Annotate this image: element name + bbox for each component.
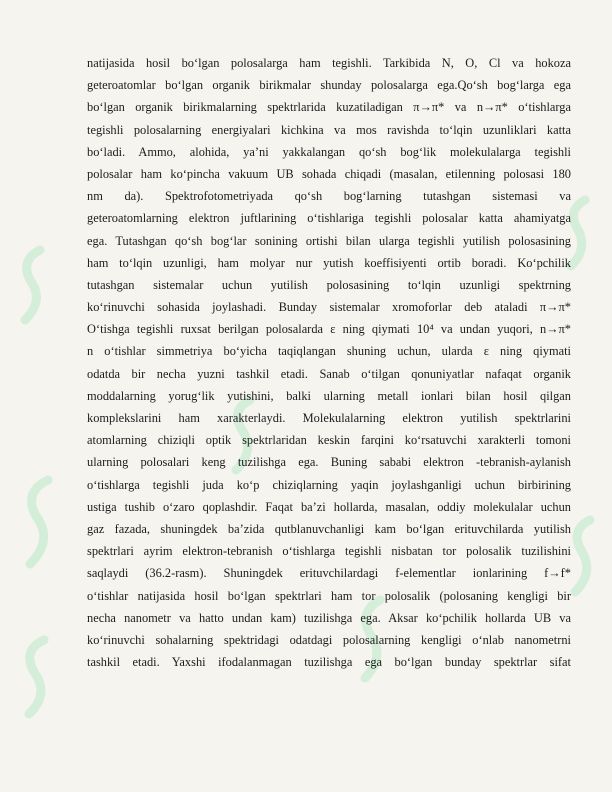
watermark-s-left-1 (25, 250, 40, 320)
text-line: ega. Tutashgan qo‘sh bog‘lar sonining ortishi bilan ularga tegishli yutilish polosasining (87, 233, 571, 248)
text-line: gaz fazada, shuningdek ba’zida qutblanuvchanligi kam bo‘lgan erituvchilarda yutilish (87, 521, 571, 536)
text-line: O‘tishga tegishli ruxsat berilgan polosalarda ε ning qiymati 10⁴ va undan yuqori, n→π* (87, 322, 571, 337)
text-line: natijasida hosil bo‘lgan polosalarga ham tegishli. Tarkibida N, O, Cl va hokoza (87, 56, 571, 70)
watermark-s-right-1 (571, 200, 585, 266)
text-line: o‘tishlar natijasida hosil bo‘lgan spektrlari ham tor polosalik (polosaning kengligi bir (87, 588, 571, 603)
text-line: komplekslarini ham xarakterlaydi. Molekulalarning elektron yutilish spektrlarini (87, 411, 571, 425)
text-line: saqlaydi (36.2-rasm). Shuningdek erituvchilardagi f-elementlar ionlarining f→f* (87, 566, 571, 581)
text-line: bo‘lgan organik birikmalarning spektrlarida kuzatiladigan π→π* va n→π* o‘tishlarga (87, 100, 571, 115)
text-line: geteroatomlarning elektron juftlarining o‘tishlariga tegishli polosalar katta ahamiyatga (87, 211, 571, 226)
text-line: tegishli polosalarning energiyalari kichkina va mos ravishda to‘lqin uzunliklari katta (87, 122, 571, 137)
text-line: atomlarning chiziqli optik spektrlaridan keskin farqini ko‘rsatuvchi xarakterli tomoni (87, 433, 571, 448)
text-line: necha nanometr va hatto undan kam) tuzilishga ega. Aksar ko‘pchilik hollarda UB va (87, 610, 571, 625)
watermark-s-left-2 (30, 480, 48, 564)
text-line: o‘tishlarga tegishli juda ko‘p chiziqlarning yaqin joylashganligi uchun birbirining (87, 477, 571, 492)
text-line: ham to‘lqin uzunligi, ham molyar nur yutish koeffisiyenti ortib boradi. Ko‘pchilik (87, 255, 571, 270)
document-body (87, 52, 571, 673)
watermark-s-right-2 (575, 520, 590, 592)
text-line: ularning polosalari keng tuzilishga ega. Buning sababi elektron -tebranish-aylanish (87, 455, 571, 470)
text-line: ustiga tushib o‘zaro qoplashdir. Faqat ba’zi hollarda, masalan, oddiy molekulalar uchun (87, 499, 571, 514)
text-line: ko‘rinuvchi sohasida joylashadi. Bunday sistemalar xromoforlar deb ataladi π→π* (87, 300, 571, 315)
text-line: n o‘tishlar simmetriya bo‘yicha taqiqlangan shuning uchun, ularda ε ning qiymati (87, 344, 571, 359)
watermark-s-left-3 (29, 640, 44, 714)
text-line: moddalarning yorug‘lik yutishini, balki ularning metall ionlari bilan hosil qilgan (87, 388, 571, 403)
text-line: nm da). Spektrofotometriyada qo‘sh bog‘larning tutashgan sistemasi va (87, 189, 571, 204)
text-line: polosalar ham ko‘pincha vakuum UB sohada chiqadi (masalan, etilenning polosasi 180 (87, 166, 571, 181)
text-line: odatda bir necha yuzni tashkil etadi. Sanab o‘tilgan qonuniyatlar nafaqat organik (87, 366, 571, 381)
text-line: tutashgan sistemalar uchun yutilish polosasining to‘lqin uzunligi spektrning (87, 277, 571, 292)
text-line: spektrlari ayrim elektron-tebranish o‘tishlarga tegishli nisbatan tor polosalik tuzilishini (87, 544, 571, 559)
text-line: bo‘ladi. Ammo, alohida, ya’ni yakkalangan qo‘sh bog‘lik molekulalarga tegishli (87, 144, 571, 159)
text-line: ko‘rinuvchi sohalarning spektridagi odatdagi polosalarning kengligi o‘nlab nanometrni (87, 632, 571, 647)
text-line: geteroatomlar bo‘lgan organik birikmalar shunday polosalarga ega.Qo‘sh bog‘larga ega (87, 78, 571, 93)
text-line: tashkil etadi. Yaxshi ifodalanmagan tuzilishga ega bo‘lgan bunday spektrlar sifat (87, 655, 571, 670)
